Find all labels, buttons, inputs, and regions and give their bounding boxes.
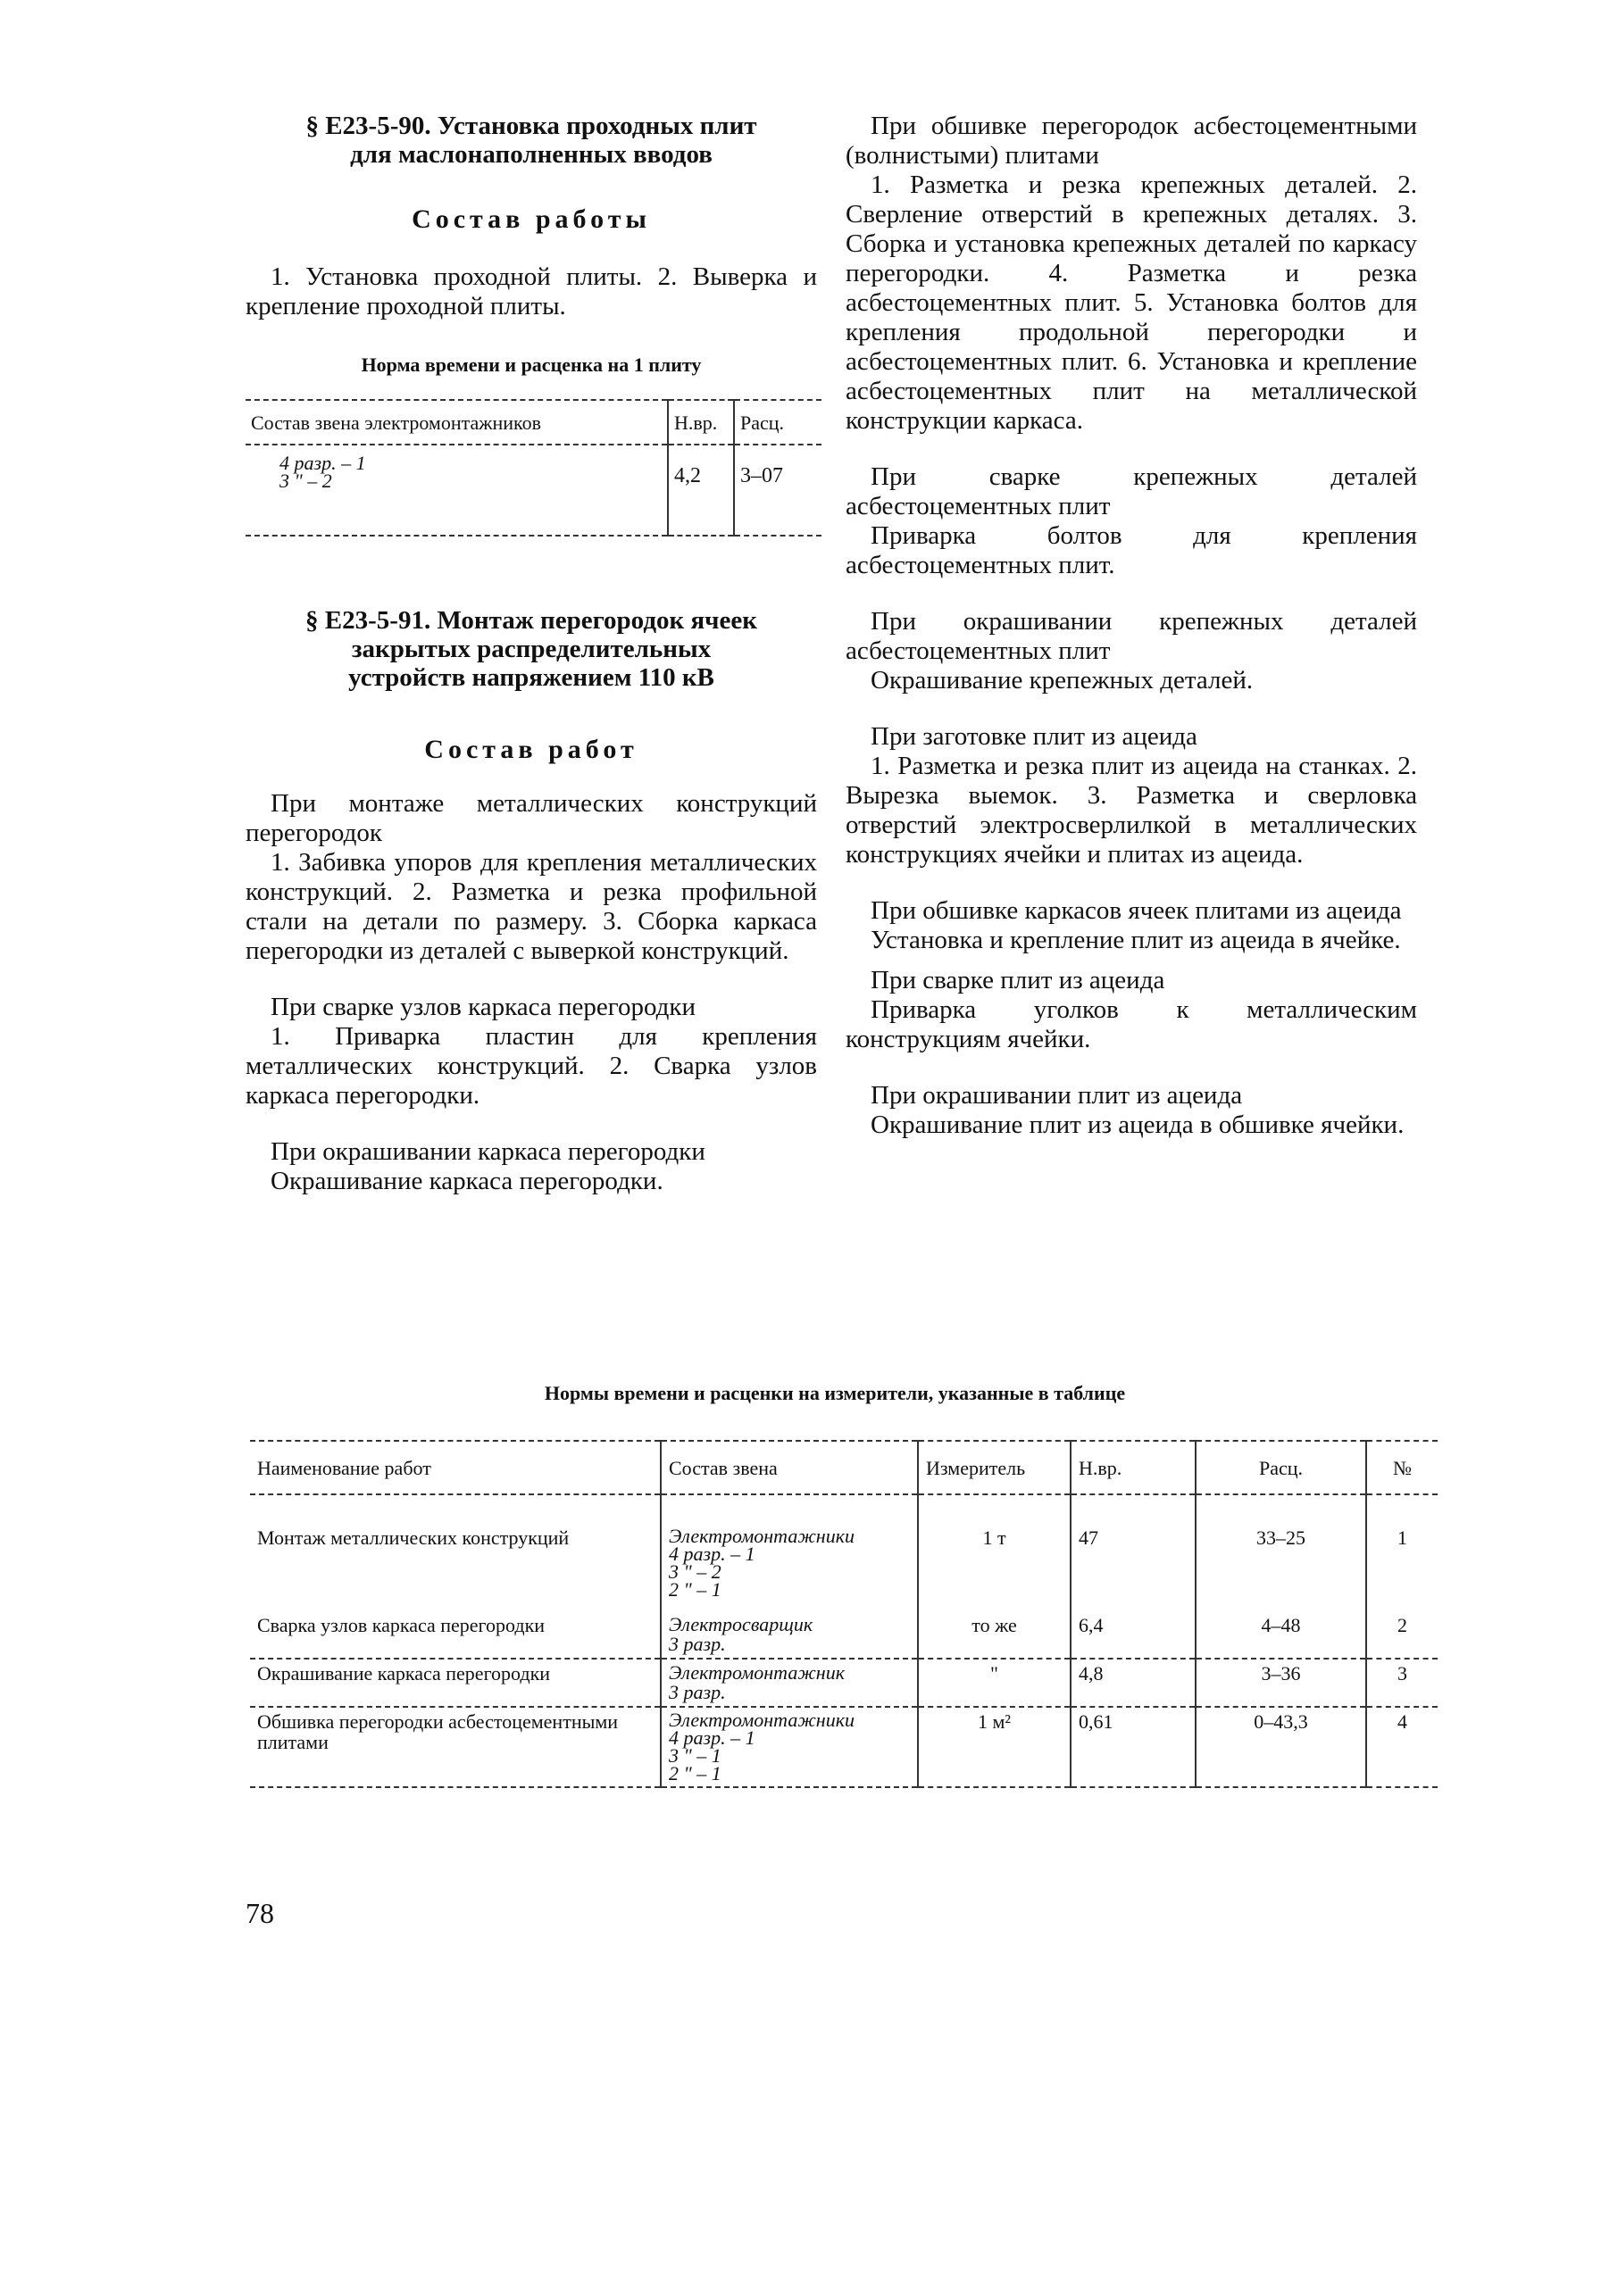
table1-crew: 4 разр. – 1 3 " – 2: [246, 445, 668, 536]
header-unit: Измеритель: [918, 1441, 1071, 1494]
paragraph-head: При сварке плит из ацеида: [871, 966, 1165, 994]
header-number: №: [1366, 1441, 1438, 1494]
cell-number: 2: [1366, 1602, 1438, 1659]
cell-number: 3: [1366, 1659, 1438, 1707]
cell-work-name: Монтаж металлических конструкций: [257, 1527, 570, 1549]
table1-rate: 3–07: [734, 445, 821, 536]
cell-unit: то же: [918, 1602, 1071, 1659]
table1-caption: Норма времени и расценка на 1 плиту: [361, 354, 702, 376]
section-title-e23-5-91: § Е23-5-91. Монтаж перегородок ячеек закрытых распределительных устройств напряжением 110 кВ: [305, 606, 757, 692]
paragraph-head: При окрашивании крепежных деталей асбестоцементных плит: [846, 607, 1417, 665]
table-row: [250, 1602, 1438, 1659]
paragraph-text: Установка и крепление плит из ацеида в ячейке.: [871, 926, 1401, 954]
table-header-row: [250, 1441, 1438, 1494]
cell-unit: 1 м²: [918, 1707, 1071, 1787]
paragraph-head: При окрашивании плит из ацеида: [871, 1081, 1243, 1110]
table-row: [250, 1659, 1438, 1707]
norm-table-single-plate: [246, 399, 821, 537]
cell-norm: 47: [1071, 1494, 1196, 1602]
paragraph-head: При обшивке каркасов ячеек плитами из ацеида: [871, 896, 1402, 925]
table1-norm: 4,2: [668, 445, 734, 536]
header-norm: Н.вр.: [1071, 1441, 1196, 1494]
right-column: [846, 112, 1417, 1140]
cell-rate: 3–36: [1196, 1659, 1366, 1707]
cell-rate: 4–48: [1196, 1602, 1366, 1659]
norms-table: [250, 1440, 1438, 1788]
paragraph-head: При монтаже металлических конструкций перегородок: [246, 789, 817, 847]
cell-number: 4: [1366, 1707, 1438, 1787]
cell-crew: Электромонтажник 3 разр.: [661, 1659, 918, 1707]
cell-work-name: Сварка узлов каркаса перегородки: [250, 1602, 661, 1659]
cell-crew: Электросварщик 3 разр.: [661, 1602, 918, 1659]
paragraph-head: При заготовке плит из ацеида: [871, 722, 1197, 751]
header-work-name: Наименование работ: [250, 1441, 661, 1494]
paragraph-text: 1. Разметка и резка крепежных деталей. 2. Сверление отверстий в крепежных деталях. 3. Сборка и установка крепежных деталей по каркасу перегородки. 4. Разметка и резка асбестоцементных плит. 5. Установка болтов для крепления продольной перегородки и асбестоцементных плит. 6. Установка и крепление асбестоцементных плит на металлической конструкции каркаса.: [846, 171, 1417, 435]
cell-norm: 4,8: [1071, 1659, 1196, 1707]
cell-norm: 6,4: [1071, 1602, 1196, 1659]
cell-crew: Электромонтажники 4 разр. – 1 3 " – 2 2 " – 1: [661, 1494, 918, 1602]
table1-header-norm: Н.вр.: [668, 400, 734, 445]
table2-caption: Нормы времени и расценки на измерители, указанные в таблице: [544, 1382, 1126, 1404]
cell-crew: Электромонтажники 4 разр. – 1 3 " – 1 2 " – 1: [661, 1707, 918, 1787]
header-rate: Расц.: [1196, 1441, 1366, 1494]
cell-work-name: Обшивка перегородки асбестоцементными плитами: [250, 1707, 661, 1787]
paragraph-text: 1. Приварка пластин для крепления металлических конструкций. 2. Сварка узлов каркаса перегородки.: [246, 1022, 817, 1110]
section-title-e23-5-90: § Е23-5-90. Установка проходных плит для маслонаполненных вводов: [305, 112, 757, 169]
section-text: 1. Установка проходной плиты. 2. Выверка и крепление проходной плиты.: [246, 262, 817, 320]
paragraph-text: 1. Забивка упоров для крепления металлических конструкций. 2. Разметка и резка профильной стали на детали по размеру. 3. Сборка каркаса перегородки из деталей с выверкой конструкций.: [246, 848, 817, 965]
table-row: [250, 1707, 1438, 1787]
cell-work-name: Окрашивание каркаса перегородки: [250, 1659, 661, 1707]
table1-header-rate: Расц.: [734, 400, 821, 445]
paragraph-head: При сварке крепежных деталей асбестоцементных плит: [846, 462, 1417, 520]
paragraph-text: Окрашивание плит из ацеида в обшивке ячейки.: [871, 1111, 1405, 1139]
cell-unit: 1 т: [918, 1494, 1071, 1602]
header-crew: Состав звена: [661, 1441, 918, 1494]
cell-number: 1: [1366, 1494, 1438, 1602]
paragraph-text: 1. Разметка и резка плит из ацеида на станках. 2. Вырезка выемок. 3. Разметка и сверловка отверстий электросверлилкой в металлических конструкциях ячейки и плитах из ацеида.: [846, 752, 1417, 869]
paragraph-head: При сварке узлов каркаса перегородки: [271, 993, 696, 1021]
paragraph-head: При обшивке перегородок асбестоцементными (волнистыми) плитами: [846, 112, 1417, 170]
cell-unit: ": [918, 1659, 1071, 1707]
table-row: [250, 1494, 1438, 1602]
paragraph-text: Приварка уголков к металлическим конструкциям ячейки.: [846, 995, 1417, 1053]
cell-rate: 0–43,3: [1196, 1707, 1366, 1787]
paragraph-text: Приварка болтов для крепления асбестоцементных плит.: [846, 521, 1417, 579]
subheading-work-composition: Состав работы: [412, 204, 651, 234]
paragraph-head: При окрашивании каркаса перегородки: [271, 1137, 705, 1166]
table1-header-crew: Состав звена электромонтажников: [246, 400, 668, 445]
left-column: [246, 112, 817, 1196]
cell-norm: 0,61: [1071, 1707, 1196, 1787]
subheading-works: Состав работ: [424, 735, 638, 764]
cell-rate: 33–25: [1196, 1494, 1366, 1602]
paragraph-text: Окрашивание каркаса перегородки.: [271, 1167, 663, 1195]
page-number: 78: [246, 1897, 274, 1929]
paragraph-text: Окрашивание крепежных деталей.: [871, 666, 1254, 695]
